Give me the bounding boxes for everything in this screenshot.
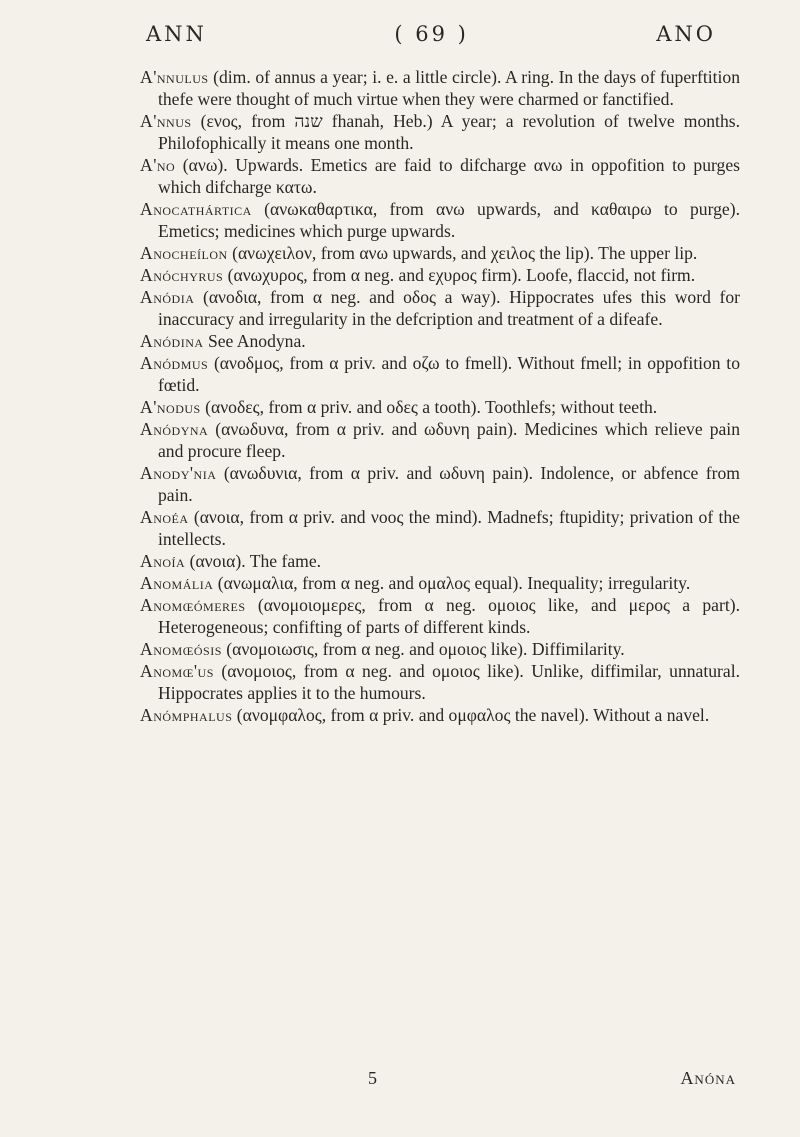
entry-headword: A'no [140,155,176,175]
header-right: ANO [656,22,716,46]
running-header [146,22,716,52]
entry-headword: Anomália [140,573,214,593]
page-footer [140,1068,740,1098]
entry-headword: Anódina [140,331,204,351]
entry-headword: Anoía [140,551,186,571]
entry-headword: Anomœósis [140,639,222,659]
dictionary-entry [140,418,740,462]
dictionary-entry [140,264,740,286]
dictionary-entry [140,594,740,638]
entry-headword: Anocathártica [140,199,252,219]
entry-list [140,66,740,726]
entry-definition: (ανοια). The fame. [189,551,322,571]
entry-definition: See Anodyna. [207,331,306,351]
entry-headword: A'nnus [140,111,192,131]
dictionary-entry [140,704,740,726]
dictionary-entry [140,550,740,572]
entry-headword: Anódyna [140,419,209,439]
entry-headword: Anódia [140,287,195,307]
entry-definition: (ανομοιωσις, from α neg. and ομοιος like). Diffimilarity. [226,639,625,659]
entry-definition: (ανωμαλια, from α neg. and ομαλος equal). Inequality; irregularity. [217,573,691,593]
dictionary-entry [140,352,740,396]
dictionary-entry [140,110,740,154]
dictionary-entry [140,242,740,264]
dictionary-entry [140,154,740,198]
entry-headword: Anocheílon [140,243,228,263]
dictionary-entry [140,660,740,704]
entry-definition: (ανωδυνα, from α priv. and ωδυνη pain). Medicines which relieve pain and procure fleep. [158,419,740,461]
dictionary-entry [140,286,740,330]
entry-definition: (ανωκαθαρτικα, from ανω upwards, and καθαιρω to purge). Emetics; medicines which purge upwards. [158,199,740,241]
entry-definition: (ανω). Upwards. Emetics are faid to difcharge ανω in oppofition to purges which difcharge κατω. [158,155,740,197]
dictionary-entry [140,66,740,110]
dictionary-entry [140,396,740,418]
entry-definition: (ανομοιομερες, from α neg. ομοιος like, and μερος a part). Heterogeneous; confifting of parts of different kinds. [158,595,740,637]
entry-definition: (ανωχειλον, from ανω upwards, and χειλος the lip). The upper lip. [232,243,698,263]
entry-definition: (ενος, from שנה fhanah, Heb.) A year; a revolution of twelve months. Philofophically it means one month. [158,111,740,153]
entry-definition: (dim. of annus a year; i. e. a little circle). A ring. In the days of fuperftition thefe were thought of much virtue when they were charmed or fanctified. [158,67,741,109]
entry-headword: Anómphalus [140,705,233,725]
entry-definition: (ανοδμος, from α priv. and οζω to fmell). Without fmell; in oppofition to fœtid. [158,353,740,395]
dictionary-entry [140,638,740,660]
dictionary-entry [140,506,740,550]
entry-definition: (ανοδες, from α priv. and οδες a tooth). Toothlefs; without teeth. [205,397,658,417]
dictionary-entry [140,330,740,352]
entry-headword: A'nnulus [140,67,209,87]
entry-headword: A'nodus [140,397,201,417]
entry-headword: Anody'nia [140,463,217,483]
entry-headword: Anódmus [140,353,209,373]
signature-mark: 5 [368,1068,377,1088]
entry-headword: Anomœ'us [140,661,214,681]
page-number: ( 69 ) [394,22,469,46]
dictionary-entry [140,198,740,242]
entry-definition: (ανομφαλος, from α priv. and ομφαλος the navel). Without a navel. [236,705,710,725]
header-left: ANN [146,22,207,46]
dictionary-entry [140,462,740,506]
entry-headword: Anomœómeres [140,595,246,615]
entry-definition: (ανωχυρος, from α neg. and εχυρος firm). Loofe, flaccid, not firm. [227,265,696,285]
entry-headword: Anoéa [140,507,189,527]
entry-headword: Anóchyrus [140,265,224,285]
entry-definition: (ανοια, from α priv. and νοος the mind). Madnefs; ftupidity; privation of the intellects. [158,507,740,549]
entry-definition: (ανωδυνια, from α priv. and ωδυνη pain). Indolence, or abfence from pain. [158,463,740,505]
catchword: Anóna [680,1068,736,1088]
dictionary-entry [140,572,740,594]
entry-definition: (ανομοιος, from α neg. and ομοιος like). Unlike, diffimilar, unnatural. Hippocrates applies it to the humours. [158,661,740,703]
entry-definition: (ανοδια, from α neg. and οδος a way). Hippocrates ufes this word for inaccuracy and irregularity in the defcription and treatment of a difeafe. [158,287,740,329]
